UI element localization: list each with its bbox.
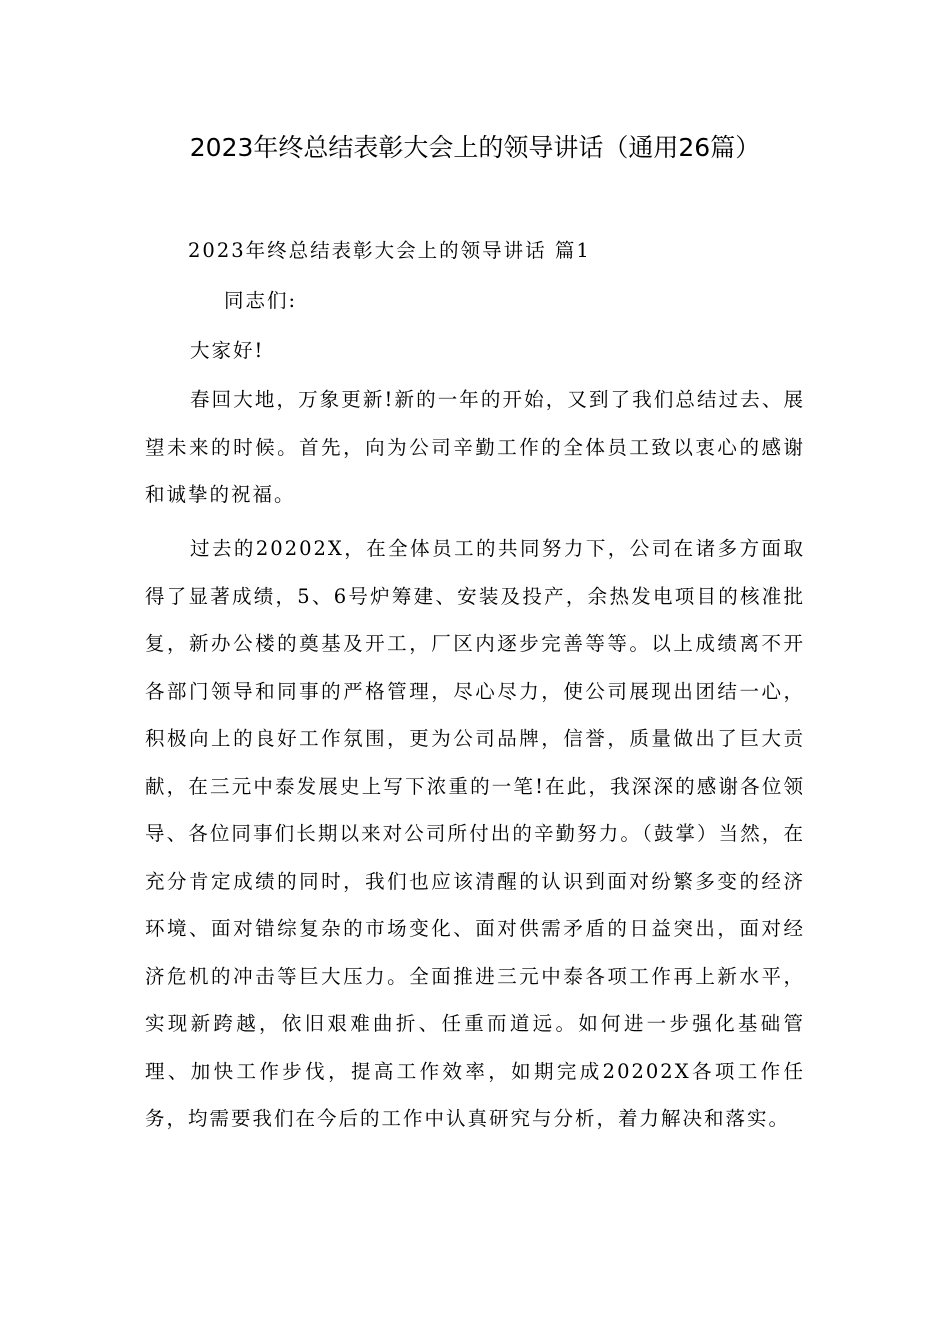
salutation-greeting: 大家好! bbox=[190, 339, 265, 362]
body-paragraph: 过去的20202X，在全体员工的共同努力下，公司在诸多方面取得了显著成绩，5、6号炉筹建、安装及投产，余热发电项目的核准批复，新办公楼的奠基及开工，厂区内逐步完善等等。以上成绩离不开各部门领导和同事的严格管理，尽心尽力，使公司展现出团结一心，积极向上的良好工作氛围，更为公司品牌，信誉，质量做出了巨大贡献，在三元中泰发展史上写下浓重的一笔!在此，我深深的感谢各位领导、各位同事们长期以来对公司所付出的辛勤努力。（鼓掌）当然，在充分肯定成绩的同时，我们也应该清醒的认识到面对纷繁多变的经济环境、面对错综复杂的市场变化、面对供需矛盾的日益突出，面对经济危机的冲击等巨大压力。全面推进三元中泰各项工作再上新水平，实现新跨越，依旧艰难曲折、任重而道远。如何进一步强化基础管理、加快工作步伐，提高工作效率，如期完成20202X各项工作任务，均需要我们在今后的工作中认真研究与分析，着力解决和落实。 bbox=[145, 537, 805, 1130]
document-title: 2023年终总结表彰大会上的领导讲话（通用26篇） bbox=[189, 133, 761, 162]
section-heading: 2023年终总结表彰大会上的领导讲话 篇1 bbox=[188, 239, 591, 262]
salutation-comrades: 同志们: bbox=[224, 289, 298, 312]
body-paragraph: 春回大地，万象更新!新的一年的开始，又到了我们总结过去、展望未来的时候。首先，向为公司辛勤工作的全体员工致以衷心的感谢和诚挚的祝福。 bbox=[145, 388, 805, 506]
